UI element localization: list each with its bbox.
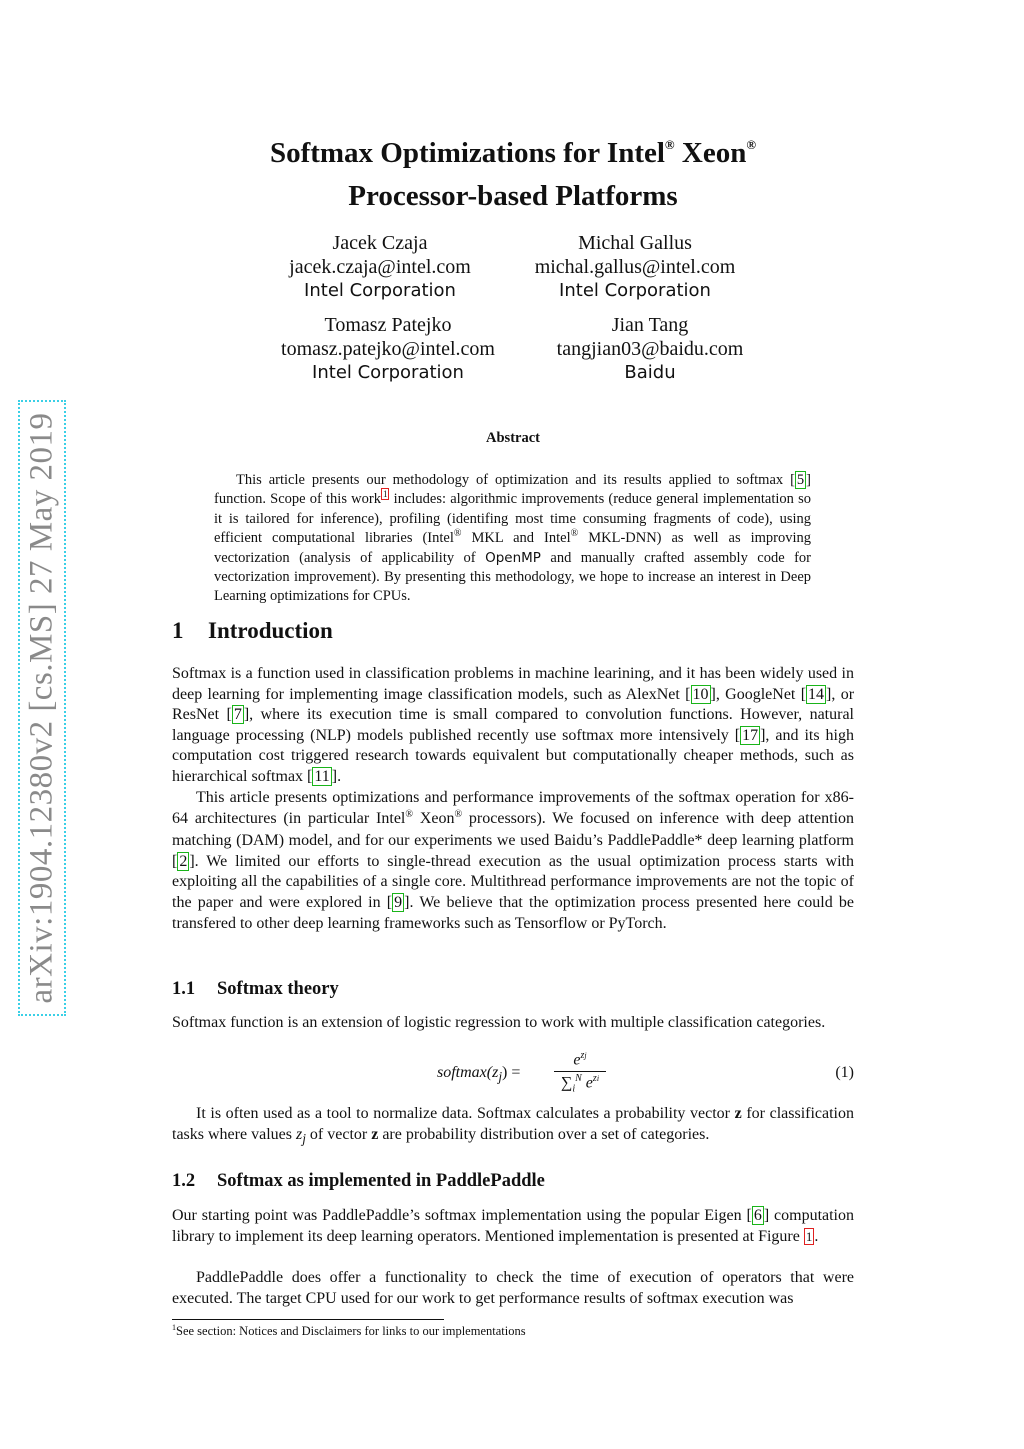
citation-link[interactable]: 5 — [796, 471, 805, 488]
author-email[interactable]: jacek.czaja@intel.com — [289, 256, 471, 278]
theory-paragraph-2 — [172, 1104, 854, 1149]
arxiv-identifier[interactable]: arXiv:1904.12380v2 [cs.MS] 27 May 2019 — [23, 412, 60, 1004]
body-text: Softmax is a function used in classification problems in machine learining, and it has been widely used in deep learning for implementing image classification models, such as AlexNet [ — [172, 665, 854, 703]
registered-mark: ® — [570, 527, 579, 539]
footnote-link[interactable]: 1 — [382, 488, 388, 499]
vector-symbol: z — [371, 1125, 379, 1143]
abstract-text: and manually crafted assembly code for vectorization improvement). By presenting this methodology, we hope to increase an interest in Deep Learning optimizations for CPUs. — [214, 549, 811, 604]
abstract-text: includes: algorithmic improvements (reduce general implementation so it is tailored for inference), profiling (identifing most time consuming fragments of code), using efficient computational libraries (Intel — [214, 490, 811, 546]
body-text: of vector — [305, 1125, 372, 1143]
section-heading-paddlepaddle — [172, 1171, 545, 1192]
theory-paragraph-1: Softmax function is an extension of logistic regression to work with multiple classification categories. — [172, 1014, 826, 1031]
footnote-rule — [172, 1319, 444, 1320]
variable-symbol: z — [295, 1125, 303, 1143]
openmp-term: OpenMP — [485, 549, 541, 566]
equation-lhs — [437, 1064, 520, 1085]
equation-superscript: N — [575, 1073, 582, 1085]
body-text: ], and its high computation cost triggered research towards equivalent but computationally cheaper methods, such as hierarchical softmax [ — [172, 726, 854, 785]
abstract-heading: Abstract — [486, 430, 540, 446]
body-text: . — [814, 1227, 819, 1245]
equation-numerator — [554, 1050, 606, 1072]
equation-text: ) = — [502, 1064, 521, 1081]
abstract-text: ] function. Scope of this work — [214, 471, 811, 507]
body-text: ], GoogleNet [ — [710, 685, 807, 703]
body-text: ] computation library to implement its deep learning operators. Mentioned implementation is presented at Figure — [172, 1207, 855, 1245]
equation-denominator — [554, 1072, 606, 1095]
equation-subscript: i — [572, 1083, 576, 1095]
equation-text: softmax(z — [437, 1064, 499, 1081]
section-heading-softmax-theory — [172, 979, 339, 1000]
title-part2: Xeon — [674, 137, 747, 169]
equation-fraction — [554, 1050, 606, 1095]
citation-link[interactable]: 14 — [808, 685, 825, 703]
author-affiliation: Intel Corporation — [559, 280, 711, 301]
citation-link[interactable]: 17 — [742, 726, 759, 744]
section-title: Introduction — [208, 618, 333, 643]
citation-link[interactable]: 7 — [233, 706, 242, 724]
registered-mark: ® — [453, 527, 462, 539]
abstract-text: This article presents our methodology of optimization and its results applied to softmax [ — [236, 471, 795, 488]
body-text: Our starting point was PaddlePaddle’s softmax implementation using the popular Eigen [ — [172, 1207, 752, 1224]
equation-exponent: z — [580, 1050, 585, 1061]
body-text: ]. — [331, 767, 342, 785]
body-text: ]. We believe that the optimization process presented here could be transfered to other deep learning frameworks such as Tensorflow or PyTorch. — [172, 893, 854, 932]
equation-text: e — [585, 1074, 593, 1092]
citation-link[interactable]: 2 — [179, 852, 188, 870]
author-name: Jacek Czaja — [332, 232, 428, 254]
author-affiliation: Intel Corporation — [304, 280, 456, 301]
author-email[interactable]: michal.gallus@intel.com — [534, 256, 736, 278]
intro-paragraph-1 — [172, 664, 854, 788]
intro-paragraph-2 — [172, 788, 854, 934]
equation-subscript: j — [498, 1069, 503, 1085]
body-text: Xeon — [413, 809, 455, 827]
citation-link[interactable]: 9 — [394, 893, 403, 911]
abstract-text: MKL-DNN) as well as improving vectorization (analysis of applicability of — [214, 529, 811, 566]
footnote-mark: 1 — [172, 1323, 176, 1332]
author-affiliation: Baidu — [624, 362, 676, 383]
author-block — [510, 231, 760, 303]
citation-link[interactable]: 6 — [753, 1207, 762, 1224]
registered-mark: ® — [746, 137, 757, 152]
author-block — [520, 313, 780, 385]
title-line2: Processor-based Platforms — [348, 180, 678, 212]
registered-mark: ® — [454, 808, 463, 820]
title-part1: Softmax Optimizations for Intel — [269, 137, 665, 169]
author-block — [258, 313, 518, 385]
author-name: Jian Tang — [611, 314, 689, 336]
section-number: 1.2 — [172, 1171, 196, 1191]
section-number: 1.1 — [172, 979, 196, 999]
author-block — [260, 231, 500, 303]
registered-mark: ® — [405, 808, 413, 820]
equation-exponent-sub: i — [596, 1074, 600, 1084]
figure-link[interactable]: 1 — [805, 1228, 813, 1244]
author-name: Tomasz Patejko — [324, 314, 452, 336]
paper-title — [172, 134, 854, 215]
author-name: Michal Gallus — [578, 232, 692, 254]
citation-link[interactable]: 11 — [314, 767, 330, 785]
body-text: ]. We limited our efforts to single-thread execution as the usual optimization process starts with exploiting all the capabilities of a single core. Multithread performance improvements are not the topic of the paper and were explored in [ — [172, 852, 854, 911]
paddle-paragraph-1 — [172, 1206, 854, 1247]
author-email[interactable]: tomasz.patejko@intel.com — [281, 338, 495, 360]
body-text: ], where its execution time is small compared to convolution functions. However, natural language processing (NLP) models published recently use softmax more intensively [ — [172, 706, 854, 744]
equation-exponent: z — [592, 1073, 597, 1085]
equation-exponent-sub: j — [584, 1051, 587, 1060]
vector-symbol: z — [734, 1105, 742, 1122]
paddle-paragraph-2: PaddlePaddle does offer a functionality to check the time of execution of operators that were executed. The target CPU used for our work to get performance results of softmax execution was — [172, 1269, 854, 1307]
author-email[interactable]: tangjian03@baidu.com — [556, 338, 744, 360]
section-title: Softmax theory — [217, 979, 339, 999]
section-heading-introduction — [172, 618, 333, 644]
body-text: are probability distribution over a set of categories. — [378, 1125, 710, 1143]
section-title: Softmax as implemented in PaddlePaddle — [217, 1171, 545, 1191]
abstract-body — [214, 471, 811, 606]
section-number: 1 — [172, 618, 184, 643]
author-affiliation: Intel Corporation — [312, 362, 464, 383]
registered-mark: ® — [664, 137, 675, 152]
footnote — [172, 1323, 526, 1339]
abstract-text: MKL and Intel — [461, 529, 571, 546]
sum-symbol: ∑ — [560, 1074, 573, 1092]
softmax-equation — [172, 1050, 854, 1096]
footnote-text: See section: Notices and Disclaimers for links to our implementations — [176, 1324, 526, 1339]
variable-subscript: j — [302, 1130, 306, 1146]
body-text: processors). We focused on inference with deep attention matching (DAM) model, and for our experiments we used Baidu’s PaddlePaddle* deep learning platform [ — [172, 809, 855, 870]
body-text: ], or ResNet [ — [172, 685, 855, 724]
equation-text: e — [573, 1051, 581, 1069]
citation-link[interactable]: 10 — [692, 685, 709, 703]
body-text: It is often used as a tool to normalize data. Softmax calculates a probability vector — [196, 1105, 735, 1122]
body-text: This article presents optimizations and performance improvements of the softmax operation for x86-64 architectures (in particular Intel — [172, 789, 854, 827]
body-text: for classification tasks where values — [172, 1105, 855, 1143]
equation-number: (1) — [835, 1064, 854, 1081]
